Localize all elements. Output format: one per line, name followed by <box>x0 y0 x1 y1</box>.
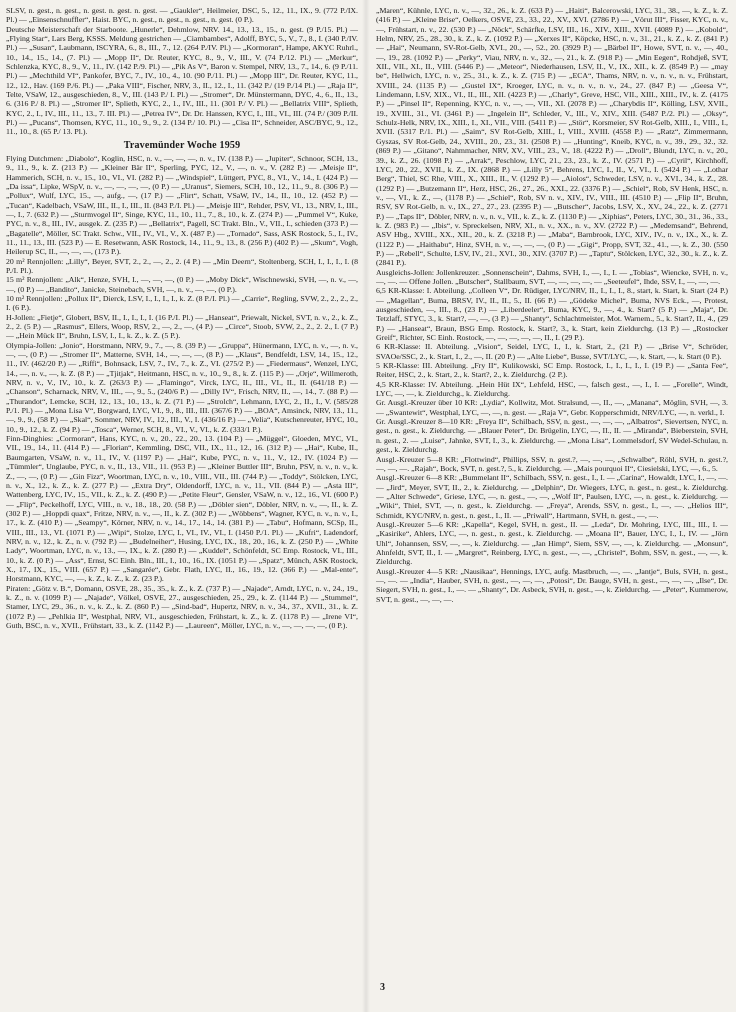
results-paragraph: 6,5 KR-Klasse: I. Abteilung. „Colleen V“, Dr. Rüdiger, LYC/NRV, II., I., I., I., 8., start, k. Start, k. Start (24 P.) — „Magellan“, Buma, BRSV, IV., II., II., 5., II. (66 P.) — „Gödeke Michel“, Buma, NVS Eck., —, Protest, ausgeschieden, —, III., 8., (23 P.) — „Liberdeeler“, Buma, KYC, 9., —, 4., k. Start? (5 P.) — „Maja“, Dr. Tetzlaff, STYC, 3., k. Start?, —, —, (3 P.) — „Shanty“, Schlachtmeister, Mot. Warnem., 5., k. Start?, II., 4., (29 P.) — „Hanseat“, Braun, BSG Emp. Rostock, k. Start?, 3., k. Start, kein Zieldurchg. (13 P.) — „Rostocker Greif“, Richter, SC Einh. Rostock, —, —, —, —, —, II., I. (29 P.). <box>376 286 728 343</box>
results-paragraph: Ausgl.-Kreuzer 5—8 KR: „Flottwind“, Phillips, SSV, n. gest.?, —, —, —, „Schwalbe“, Röhl, SVH, n. gest.?, —, —, —. „Rajah“, Bock, SVT, n. gest.?, 5., k. Zieldurchg. — „Mais pourquoi II“, Ciesielski, LYC, —, 6., 5. <box>376 454 728 473</box>
results-paragraph: 6 KR-Klasse: II. Abteilung. „Vision“, Seidel, LYC, I., I., k. Start, 2., (21 P.) — „Brise V“, Schröder, SVAOe/SSC, 2., k. Start, I., 2., —, II. (20 P.) — „Alte Liebe“, Busse, SVT/LYC, —, k. Start, —, k. Start (0 P.). <box>376 342 728 361</box>
results-paragraph: Piraten: „Götz v. B.“, Domann, OSVE, 28., 35., 35., k. Z., k. Z. (737 P.) — „Najade“, Arndt, LYC, n. v., 24., 19., k. Z., n. v. (1099 P.) — „Najade“, Völkel, OSVE, 27., ausgeschieden, 25., 29., k. Z. (1144 P.) — „Stummel“, Stamer, LYC, 29., 36., n. v., k. Z., k. Z. (860 P.) — „Sind-bad“, Hupertz, NRV, n. v., 34., 37., XVII., 31., k. Z. (1072 P.) — „Pehlkia II“, Westphal, NRV, VI., ausgeschieden, Frühstart, k. Z., k. Z. (1178 P.) — „Irene VI“, Guth, BSC, n. v., XVII., Frühstart, 33., k. Z. (1142 P.) — „Laureen“, Möller, LYC, n. v., —, —, —, —, (0 P.). <box>6 583 358 630</box>
results-paragraph: 15 m² Rennjollen: „Alk“, Henze, SVH, I., —, —, —, (0 P.) — „Moby Dick“, Wischnewski, SVH, —, n. v., —, —, (0 P.) — „Bandito“, Janicke, Steinebach, SVH, —, n. v., —, —, (0 P.). <box>6 275 358 294</box>
results-paragraph: Finn-Dinghies: „Cormoran“, Hans, KYC, n. v., 20., 22., 20., 13. (104 P.) — „Müggel“, Gloeden, MYC, VI., VII., 19., 14., 11. (414 P.) — „Florian“, Kemmling, DSC, VII., IX., 11., 12., 16. (312 P.) — „Hai“, Kube, II., Baumgarten, VSaW, n. v., 11., IV., V. (1197 P.) — „Hai“, Kube, PYC, n. v., 11., V., 12., IV. (1024 P.) — „Tümmler“, Unglaube, PYC, n. v., II., 13., VII., 11. (953 P.) — „Kleiner Buttler III“, Bruhn, PSV, n. v., n. v., k. Z., —, —, (0 P.) — „Gin Fizz“, Woortman, LYC, n. v., 10., VIII., VII., III. (744 P.) — „Toddy“, Stölcken, LYC, n. v., X., 12., k. Z., k. Z. (277 P.) — „Extra Dry“, Oldendorff, LYC, n. v., 11., VII. (844 P.) — „Asta III“, Wattenberg, LYC, IV., 15., VII., k. Z., k. Z. (490 P.) — „Petite Fleur“, Gensler, VSaW, n. v., 12., 16., VI. (600 P.) — „Flip“, Peckelhoff, LYC, VIII., n. v., 18., 18., 20. (58 P.) — „Döbler sien“, Döbler, NRV, n. v., —, II., k. Z. (302 P.) — „Hoppdi quax“, Fritze, NRV, n. v., —, II., k. Z. (302 P.) — „Wöbbens“, Wagner, KYC, n. v., n. v., I., 17., k. Z. (410 P.) — „Seampy“, Körner, NRV, n. v., 14., 17., 14., 14. (381 P.) — „Tabu“, Hofmann, SCSp, II., VIII., III., 13., VI. (1071 P.) — „Wipi“, Stolze, LYC, I., VI., IV., VI., I. (1450 P./1. Pl.) — „Kufri“, Ladendorf, NRV, n. v., 12., k. Z., n. v. (792 P.) — „Budelneiher“, Husing, LYC, IX., 18., 20., 16., k. Z. (250 P.) — „White Lady“, Woortman, LYC, n. v., 13., —, IX., k. Z. (280 P.) — „Kuddel“, Schönfeldt, SC Emp. Rostock, VI., III., 10., k. Z. (0 P.) — „Ass“, Ernst, SC Einh. Bln., III., I., 10., 16., IX. (1051 P.) — „Spatz“, Münch, ASK Rostock, X., 17., IX., 15., VIII. (657 P.) — „Sangarée“, Gebr. Flath, LYC, II., 16., 19., 12. (366 P.) — „Mal-ente“, Horstmann, KYC, —, —, k. Z., k. Z., k. Z. (23 P.). <box>6 434 358 584</box>
right-column <box>376 6 728 966</box>
results-paragraph: Flying Dutchmen: „Diabolo“, Koglin, HSC, n. v., —, —, —, n. v., IV. (138 P.) — „Jupiter“, Schnoor, SCH, 13., 9., 11., 9., k. Z. (213 P.) — „Kleiner Bär II“, Sperling, PYC, 12., V., —, n. v., V. (282 P.) — „Meisje II“, Hammerich, SCH, n. v., 15., 10., VI., VI. (282 P.) — „Windspiel“, Lüttgert, PYC, 8., VI., V., 14., I. (424 P.) — „Da issa“, Lipke, WSpV, n. v., —, —, —, —, (0 P.) — „Uranus“, Siemers, SCH, 10., 12., 11., 9., 8. (306 P.) — „Pollux“, Wulf, LYC, 15., —, aufg., —, (17 P.) — „Flirt“, Schatt, VSaW, IV., 14., II., 10., 12. (452 P.) — „Tucan“, Kadelbach, VSaW, III., II., I., III., II. (843 P./I. Pl.) — „Meisje III“, Rehder, PSV, VI., 13., NRV, I., III., —, I., 7. (632 P.) — „Sturmvogel II“, Singe, KYC, 11., 10., 11., 7., 8., 10., k. Z. (274 P.) — „Pummel V“, Kuke, PYC, n. v., 8., III., IV., ausgek. Z. (235 P.) — „Bellatrix“, Pagell, SC Trakt. Bln., V., VII., I., schieden (373 P.) — „Bagatelle“, Möller, SC Trakt. Schw., VII., IV., VI., V., X. (487 P.) — „Tornado“, Sass, ASK Rostock, 5., I., IV., 11., 11., 13., III. (523 P.) — E. Resetwann, ASK Rostock, 14., 11., 9., 13., 8. (256 P.) (402 P.) — „Skum“, Vogh, Heilerup SC, II., —, —, —, (173 P.). <box>6 153 358 257</box>
results-paragraph: Gr. Ausgl.-Kreuzer 8—10 KR: „Freya II“, Schilbach, SSV, n. gest., —, —, —, „Albatros“, Sievertsen, NYC, n. gest., n. gest., k. Zieldurchg. — „Blauer Peter“, Dr. Brügelin, LYC, —, II., II. — „Miranda“, Bieberstein, SVH, n. gest., 2. — „Luise“, Jahnke, SVT, I., 3., k. Zieldurchg. — „Mona Lisa“, Lommelsdorf, SV Wedel-Schulau, n. gest., k. Zieldurchg. <box>376 417 728 455</box>
results-paragraph: 4,5 KR-Klasse: IV. Abteilung. „Hein Hüt IX“, Lehfeld, HSC, —, falsch gest., —, I., I. — „Forelle“, Windt, LYC, —, —, k. Zieldurchg., k. Zieldurchg. <box>376 379 728 399</box>
results-paragraph: Ausgl.-Kreuzer 5—6 KR: „Kapella“, Kegel, SVH, n. gest., II. — „Leda“, Dr. Mohring, LYC, III., III., I. — „Kasirike“, Ahlers, LYC, —, n. gest., n. gest., k. Zieldurchg. — „Moana II“, Bauer, LYC, I., I., IV. — „Jörn Uhl“, Johannsen, SSV, —, —, k. Zieldurchg. — „Jan Himp“, Siem, SSV, —, —, k. Zieldurchg. — „Monsun“, Ahnfeldt, SVT, II., I. — „Margret“, Reinberg, LYC, n. gest., —, —, „Christel“, Bohm, SSV, n. gest., —, —, k. Zieldurchg. <box>376 519 728 567</box>
results-paragraph: 20 m² Rennjollen: „Lilly“, Beyer, SVT, 2., 2., —, 2., 2. (4 P.) — „Min Deern“, Stoltenberg, SCH, I., I., I., I. (8 P./I. Pl.). <box>6 256 358 275</box>
results-paragraph: Deutsche Meisterschaft der Starboote. „Hunerle“, Dehmlow, NRV. 14., 13., 13., 15., n. gest. (9 P./15. Pl.) — „Flying Star“, Lars Berg, KSSS. Meldung gestrichen — „Ciambambes“, Adolff, BYC, 5., V., 7., 8., I. (340 P./IV. Pl.) — „Susan“, Laubmann, ISCYRA, 6., 8., III., 7., 12. (264 P./IV. Pl.) — „Kormoran“, Hampe, AKYC Ruhrl., 10., 14., 15., 14., (7. Pl.) — „Mopp II“, Dr. Reuter, KYC, 8., 9., V., III., V. (74 P./12. Pl.) — „Merkur“, Schlenzka, KYC, 8., 9., V., 11., IV. (142 P./9. Pl.) — „Pik As V“, Baron v. Stempel, NRV, 13., 7., 14., 6. (9 P./11. Pl.) — „Mechthild VI“, Pankofer, BYC, 7., IV., 10., 4., 10. (90 P./11. Pl.) — „Mopp III“, Dr. Reuter, KYC, 11., 12., 12., Hav. (169 P./6. Pl.) — „Paka VIII“, Fischer, NRV, 3., II., 12., I., 11. (342 P./ (19 P./14 Pl.) — „Raja II“, Telte, VSaW, 12., ausgeschieden, 8., V., III. (143 P./ I. Pl.) — „Stromer“, Dr. Münstermann, DYC, 4., 6., II., 13., 6. (316 P./ 8. Pl.) — „Stromer II“, Splieth, KYC, 2., 1., IV., III., 11. (301 P./ V. Pl.) — „Bellatrix VIII“, Splieth, KYC, 2., I., IV., III., 11., 13., 7. III. Pl.) — „Petrea IV“, Dr. Dr. Hanssen, KYC, I., III., VI., III. (74 P./ (309 P./II. Pl.) — „Pucans“, Thomsen, KYC, 11., 10., 9., 9., 2. (134 P./ 10. Pl.) — „Cisa II“, Schneider, ASC/BYC, 9., 12., 11., 10., 8. (65 P./ 13. Pl.). <box>6 24 358 137</box>
results-paragraph: SLSV, n. gest., n. gest., n. gest. n. gest. n. gest. — „Gaukler“, Heilmeier, DSC, 5., 12., 11., IX., 9. (772 P./IX. Pl.) — „Einsenschnuffler“, Haist. BYC, n. gest., n. gest., n. gest., n. gest. (0 P.). <box>6 6 358 25</box>
results-paragraph: 10 m² Rennjollen: „Pollux II“, Dierck, LSV, I., I., I., I., k. Z. (8 P./I. Pl.) — „Carrie“, Regling, SVW, 2., 2., 2., 2., I. (6 P.). <box>6 293 358 313</box>
left-column <box>6 6 358 966</box>
results-paragraph: Ausgleichs-Jollen: Jollenkreuzer. „Sonnenschein“, Dahms, SVH, I., —, I., I. — „Tobias“, Wiencke, SVH, n. v., —, —. — Offene Jollen. „Butscher“, Stallbaum, SVT, —, —, —, —, — „Seeteufel“, Ihde, SSV, I., —, —, —. <box>376 267 728 286</box>
page-number: 3 <box>380 982 385 993</box>
section-heading: Travemünder Woche 1959 <box>123 139 241 151</box>
results-paragraph: 5 KR-Klasse: III. Abteilung. „Fry II“, Kulikowski, SC Emp. Rostock, I., I., I., I., I. (19 P.) — „Santa Fee“, Reiter, HSC, 2., k. Start, 2., k. Start?, 2., k. Zieldurchg. (2 P.). <box>376 361 728 380</box>
results-paragraph: H-Jollen: „Fietje“, Globert, BSV, II., I., I., I., I. (16 P./I. Pl.) — „Hanseat“, Priewalt, Nickel, SVT, n. v., 2., k. Z., 2., 2. (5 P.) — „Rasmus“, Ellers, Woop, RSV, 2., —, 2., —, (4 P.) — „Circe“, Stoob, SVW, 2., 2., 2. 2., I. (7 P.) — „Hein Mück II“, Bruhn, LSV, I., I., k. Z., k. Z. (5 P.). <box>6 312 358 341</box>
results-paragraph: „Maren“, Kühnle, LYC, n. v., —, 32., 26., k. Z. (633 P.) — „Haiti“, Balcerowski, LYC, 31., 38., —, k. Z., k. Z. (416 P.) — „Kleine Brise“, Oelkers, OSVE, 23., 33., 22., XV., XVI. (2786 P.) — „Vörut III“, Fisser, KYC, n. v., —, Frühstart, n. v., 22. (530 P.) — „Nöck“, Schärfke, LSV, III., 16., XIV., XIII., XVII. (4089 P.) — „Kobold“, Helm, NRV, 25., 28., 30., k. Z., k. Z. (1092 P.) — „Xerxes II“, Köpcke, HSC, n. v., 31., 21., k. Z., k. Z. (841 P.) — „Hai“, Neumann, SV-Rot-Gelb, XVI., 20., —, 52., 20. (3929 P.) — „Bärbel II“, Howe, SVT, n. v., —, 40., —, 19., 28. (1092 P.) — „Perky“, Viau, NRV, n. v., 32., —, 21., k. Z. (918 P.) — „Min Eegen“, Rohdjeß, SVT, XII., VII., XI., II., VIII. (5446 P.) — „Meteor“, Niederhausen, LSV, II., V., IX., XII., k. Z. (8549 P.) — „may be“, Hellwich, LYC, n. v., 25., 31., k. Z., k. Z. (715 P.) — „ECA“, Thams, NRV, n. v., n. v., n. v., Frühstart, XVIII., 24. (1135 P.) — „Gustel IX“, Kroeger, LYC, n. v., n. v., n. v., 24., 27. (847 P.) — „Geesa V“, Lindemann, LSV, XIX., VI., II., III., XII. (4223 P.) — „Charly“, Greve, HSC, VII., XIII., XIII., IV., k. Z. (4175 P.) — „Pinsel II“, Repenning, KYC, n. v., —, —, VII., XI. (2078 P.) — „Charybdis II“, Kölling, LSV, XVII., 19., XVIII., 31., VI. (3461 P.) — „Ingelein II“, Schleder, V., III., V., XIV., XIII. (5487 P./2. Pl.) — „Oksy“, Schulz-Helk, NRV, IX., XIII., I., XI., VII., VIII. (5411 P.) — „Stör“, Korsmeier, SV Rot-Gelb, XIII., I., VIII., I., XVII. (5317 P./1. Pl.) — „Saim“, SV Rot-Gelb, XIII., I., VIII., XVIII. (4558 P.) — „Ratz“, Zimmermann, Gyszas, SV Rot-Gelb, 24., XVIII., 20., 23., 31. (2508 P.) — „Hunting“, Kneib, KYC, n. v., 39., 29., 32., 32. (869 P.) — „Gitano“, Nahmmacher, NRV, XV., VIII., 23., V., 18. (4222 P.) — „Droll“, Blundt, LYC, n. v., 20., 39., k. Z., 26. (1098 P.) — „Arrak“, Peschlow, LYC, 21., 23., 23., k. Z., IV. (2571 P.) — „Cyril“, Kirchhoff, LYC, 20., 22., XVII., k. Z., IX. (2868 P.) — „Lilly 5“, Behrens, LYC, I., II., V., VI., I. (5424 P.) — „Lothar Berg“, Thiel, SC Rhe, VIII., X., XIII., II., V. (1292 P.) — „Aiolos“, Schweder, LSV, n. v., XVI., 34., k. Z., 28. (1292 P.) — „Butzemann II“, Herz, HSC, 26., 27., 26., XXI., 22. (3376 P.) — „Schiel“, Rob, SV Henk, HSC, n. v., —, VI., k. Z., —, (1178 P.) — „Schiel“, Rob, SV n. v., XIV., IV., VIII., III. (4510 P.) — „Flip II“, Bruhn, RSV, SV Rot-Gelb, n. v., IX., 27., 27., 23. (2395 P.) — „Butscher“, Jacobs, LSV, X., XV., 24., 22., k. Z. (2771 P.) — „Taps II“, Döbler, NRV, n. v., n. v., VII., k. Z., k. Z. (1130 P.) — „Xiphias“, Peters, LYC, 30., 31., 36., 33., k. Z. (983 P.) — „Ibis“, v. Spreckelsen, NRV, XI., n. v., XX., n. v., XV. (2722 P.) — „Medemsand“, Behrend, ASV Hbg., XVIII., XX., XII., 20., k. Z. (3218 P.) — „Maba“, Barnbrook, LYC, XIV., IV., n. v., IX., X., k. Z. (1122 P.) — „Haithabu“, Hinz, SVH, n. v., —, —, —, (0 P.) — „Gigi“, Propp, SVT, 32., 41., —, k. Z., 30. (550 P.) — „Rebell“, Schulte, LSV, IV., 21., XVI., 30., XIV. (3707 P.) — „Taptu“, Stölcken, LYC, 32., 30., k. Z., k. Z. (2841 P.). <box>376 6 728 268</box>
results-paragraph: Ausgl.-Kreuzer 6—8 KR: „Bummelant II“, Schilbach, SSV, n. gest., I., I. — „Carina“, Howaldt, LYC, I., —, —. — „Jird“, Meyer, SVT, II., 2., k. Zieldurchg. — „Delphin“, Dr. Wiegers, LYC, n. gest., n. gest., k. Zieldurchg. — „Alter Schwede“, Griese, LYC, —, n. gest., —, —, „Wolf II“, Paulsen, LYC, —, n. gest., k. Zieldurchg. — „Wiki“, Thiel, SVT, —, n. gest., k. Zieldurchg. — „Freya“, Arends, SSV, n. gest., I., —, —. „Helios III“, Schmidt, KYC/NRV, n. gest., n. gest., I., II. — „Priwall“, Hartmann, SVH, n. gest., —, —. <box>376 473 728 520</box>
results-paragraph: Ausgl.-Kreuzer 4—5 KR: „Nausikaa“, Hennings, LYC, aufg. Mastbruch, —, —. „Jantje“, Buls, SVH, n. gest., —, —. — „India“, Hauber, SVH, n. gest., —, —, —, „Potosi“, Dr. Bauge, SVH, n. gest., —, —, —, „Ilse“, Dr. Siegert, SVH, n. gest., I., —. — „Shanty“, Dr. Asbeck, SVH, n. gest., —, k. Zieldurchg. — „Peter“, Kummerow, SVT, n. gest., —, —, —. <box>376 566 728 604</box>
page-fold <box>362 0 370 1012</box>
results-paragraph: Gr. Ausgl.-Kreuzer über 10 KR: „Lydia“, Kollwitz, Mot. Stralsund, —, II., —, „Manana“, Möglin, SVH, —, 3. — „Swantewit“, Westphal, LYC, —, —, n. gest. — „Raja V“, Gebr. Kopperschmidt, NRV/LYC, —, n. verkl., I. <box>376 398 728 417</box>
results-paragraph: Olympia-Jollen: „Jonio“, Horstmann, NRV, 9., 7., —, 8. (39 P.) — „Gruppa“, Hünermann, LYC, n. v., —, n. v., —, —, (0 P.) — „Stromer II“, Matterne, SVH, 14., —, —, —, (8 P.) — „Klaus“, Bendfeldt, LSV, 14., 15., 12., 11., IV. (462/20 P.) — „Riffi“, Bohnsack, LSV, 7., IV., 7., k. Z., VI. (275/2 P.) — „Fiedermaus“, Wenzel, LYC, 14., —, n. v., —, k. Z. (8 P.) — „Tjitjak“, Heitmann, HSC, n. v., 10., 9., 8., k. Z. (115 P.) — „Orje“, Willmeroth, NRV, n. v., V., IV., 10., k. Z. (263/3 P.) — „Flamingo“, Virck, LYC, II., III., VI., II., II. (641/18 P.) — „Chanson“, Scharnack, NRV, V., III., —, 9., 5., (240/6 P.) — „Dilly IV“, Frisch, NRV, II., —, 14., 7. (88 P.) — „Thurandot“, Lemcke, SCH, 12., 13., 10., 13., k. Z. (71 P.) — „Strolch“, Lehmann, LYC, 2., II., I., V. (585/28 P./1. Pl.) — „Mona Lisa V“, Borgward, LYC, VI., 9., 8., III., III. (367/6 P.) — „BOA“, Amsinck, NRV, 13., 11., —, 9., 9., (58 P.) — „Skal“, Sommer, NRV, IV., 12., III., V., I. (436/16 P.) — „Velia“, Kutschenreuter, HYC, 10., 10., 9., 12., k. Z. (94 P.) — „Tosca“, Werner, SCH, 8., VI., V., VI., k. Z. (333/1 P.). <box>6 340 358 434</box>
